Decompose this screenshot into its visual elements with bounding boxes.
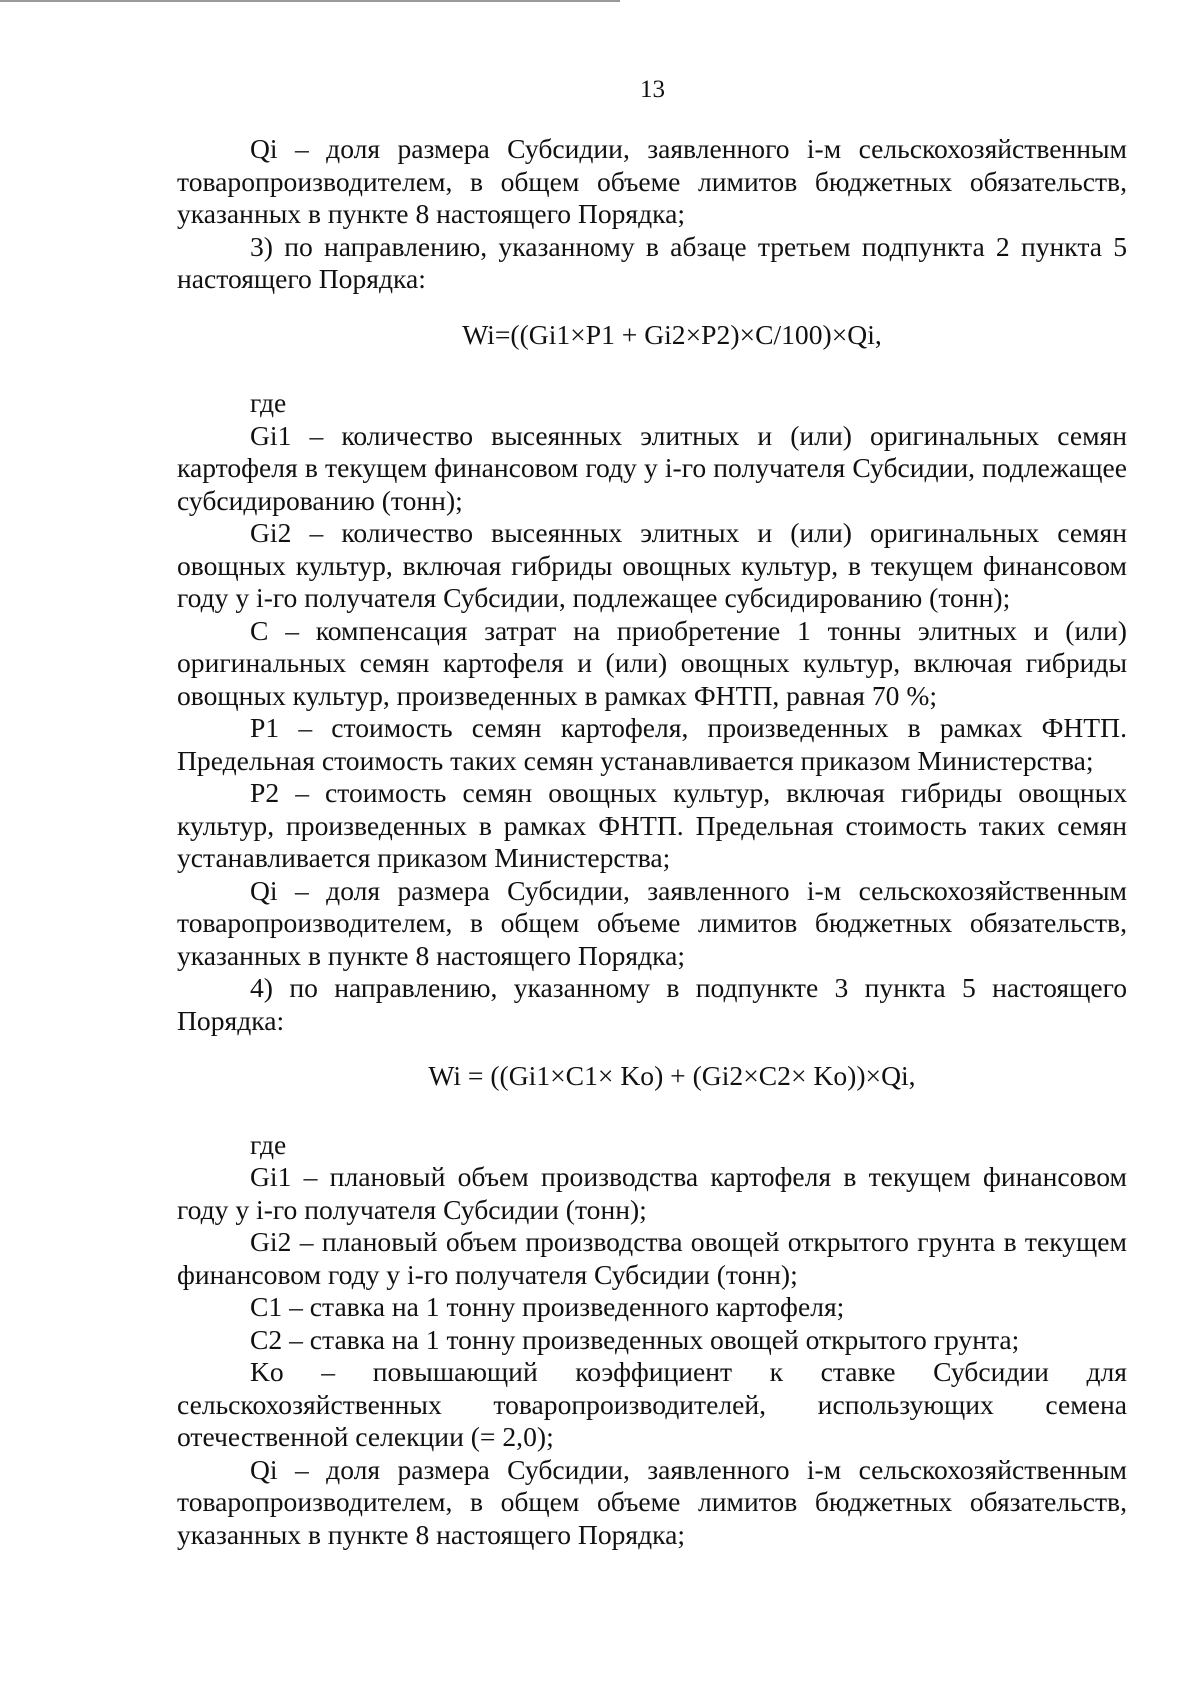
formula-wi-direction-3: Wi=((Gi1×P1 + Gi2×P2)×C/100)×Qi,	[462, 318, 882, 350]
paragraph-direction-3: 3) по направлению, указанному в абзаце третьем подпункта 2 пункта 5 настоящего Порядка:	[177, 230, 1127, 294]
paragraph-qi-definition-3: Qi – доля размера Субсидии, заявленного i-м сельскохозяйственным товаропроизводителем, в общем объеме лимитов бюджетных обязательств, указанных в пункте 8 настоящего Порядка;	[177, 1453, 1127, 1550]
where-label-2: где	[250, 1128, 287, 1160]
paragraph-direction-4: 4) по направлению, указанному в подпункте 3 пункта 5 настоящего Порядка:	[177, 972, 1127, 1036]
paragraph-p2-definition: P2 – стоимость семян овощных культур, включая гибриды овощных культур, произведенных в рамках ФНТП. Предельная стоимость таких семян устанавливается приказом Министерства;	[177, 777, 1127, 873]
formula-wi-direction-4: Wi = ((Gi1×C1× Ko) + (Gi2×C2× Ko))×Qi,	[428, 1060, 916, 1091]
paragraph-c1-definition: C1 – ставка на 1 тонну произведенного картофеля;	[250, 1291, 845, 1322]
page-number: 13	[640, 76, 665, 103]
paragraph-gi1-definition-1: Gi1 – количество высеянных элитных и (или) оригинальных семян картофеля в текущем финансовом году у i-го получателя Субсидии, подлежащее субсидированию (тонн);	[177, 419, 1127, 516]
paragraph-c2-definition: C2 – ставка на 1 тонну произведенных овощей открытого грунта;	[250, 1323, 1020, 1355]
paragraph-ko-definition: Ko – повышающий коэффициент к ставке Субсидии для сельскохозяйственных товаропроизводителей, использующих семена отечественной селекции (= 2,0);	[177, 1356, 1127, 1452]
paragraph-qi-definition-1: Qi – доля размера Субсидии, заявленного i-м сельскохозяйственным товаропроизводителем, в общем объеме лимитов бюджетных обязательств, указанных в пункте 8 настоящего Порядка;	[177, 133, 1127, 229]
scan-edge-line	[0, 0, 620, 2]
paragraph-gi2-definition-2: Gi2 – плановый объем производства овощей открытого грунта в текущем финансовом году у i-го получателя Субсидии (тонн);	[177, 1226, 1127, 1290]
paragraph-qi-definition-2: Qi – доля размера Субсидии, заявленного i-м сельскохозяйственным товаропроизводителем, в общем объеме лимитов бюджетных обязательств, указанных в пункте 8 настоящего Порядка;	[177, 874, 1127, 971]
paragraph-gi2-definition-1: Gi2 – количество высеянных элитных и (или) оригинальных семян овощных культур, включая гибриды овощных культур, в текущем финансовом году у i-го получателя Субсидии, подлежащее субсидированию (тонн);	[177, 517, 1127, 613]
paragraph-gi1-definition-2: Gi1 – плановый объем производства картофеля в текущем финансовом году у i-го получателя Субсидии (тонн);	[177, 1161, 1127, 1225]
paragraph-c-definition: С – компенсация затрат на приобретение 1 тонны элитных и (или) оригинальных семян картофеля и (или) овощных культур, включая гибриды овощных культур, произведенных в рамках ФНТП, равная 70 %;	[177, 614, 1127, 711]
document-body	[177, 133, 1127, 1551]
paragraph-p1-definition: P1 – стоимость семян картофеля, произведенных в рамках ФНТП. Предельная стоимость таких семян устанавливается приказом Министерства;	[177, 712, 1127, 776]
where-label-1: где	[250, 387, 287, 418]
